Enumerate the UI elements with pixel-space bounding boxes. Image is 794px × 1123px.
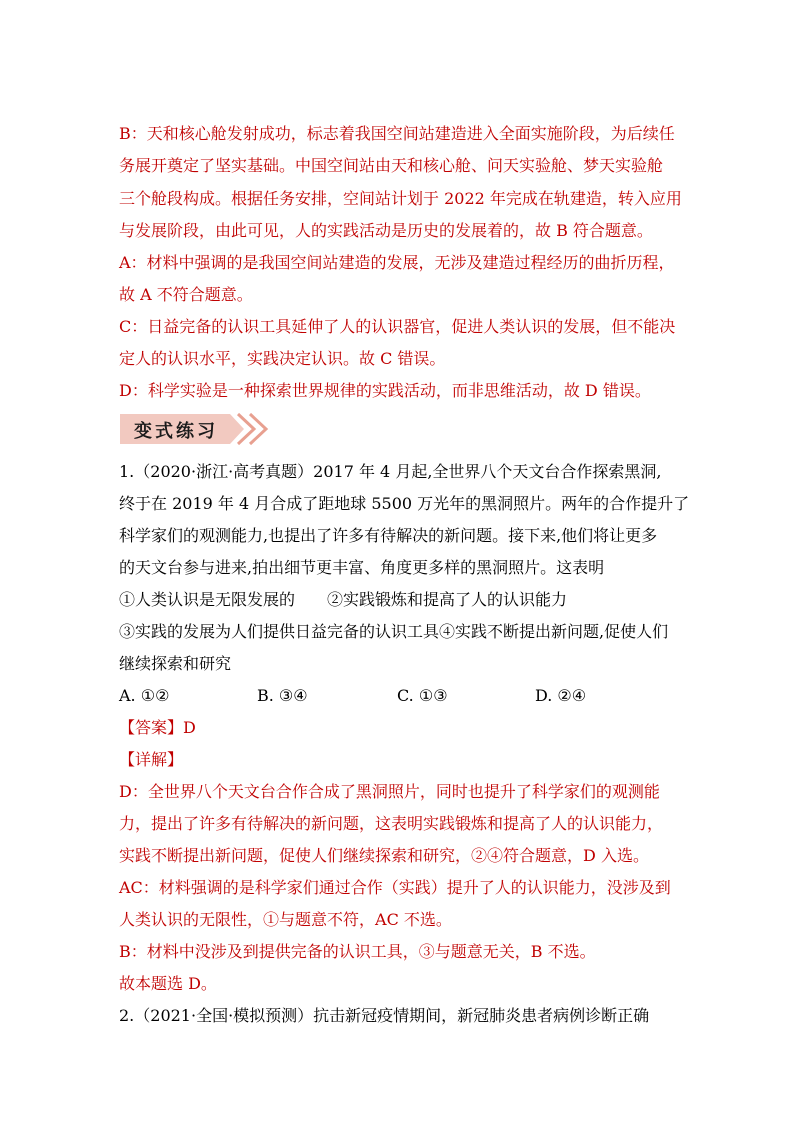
analysis-line: 定人的认识水平，实践决定认识。故 C 错误。 (119, 349, 446, 368)
q1-statement-line: ③实践的发展为人们提供日益完备的认识工具④实践不断提出新问题,促使人们 (119, 622, 669, 641)
detail-label: 【详解】 (119, 750, 184, 769)
detail-choice-ref: ③ (418, 942, 435, 961)
option-d: D. ②④ (535, 686, 587, 705)
analysis-line: 三个舱段构成。根据任务安排，空间站计划于 2022 年完成在轨建造，转入应用 (119, 189, 682, 208)
detail-choice-ref: ① (263, 910, 280, 929)
detail-line: AC：材料强调的是科学家们通过合作（实践）提升了人的认识能力，没涉及到 (119, 878, 671, 897)
detail-line (119, 942, 596, 962)
detail-line (119, 910, 452, 930)
q1-options (119, 686, 679, 706)
detail-text: 与题意不符，AC 不选。 (279, 910, 452, 929)
option-b: B. ③④ (257, 686, 308, 705)
q1-stem-line: 的天文台参与进来,拍出细节更丰富、角度更多样的黑洞照片。这表明 (119, 558, 605, 577)
analysis-line: C：日益完备的认识工具延伸了人的认识器官，促进人类认识的发展，但不能决 (119, 317, 676, 336)
q1-stem-line: 终于在 2019 年 4 月合成了距地球 5500 万光年的黑洞照片。两年的合作提升了 (119, 494, 690, 513)
detail-text: B：材料中没涉及到提供完备的认识工具， (119, 942, 419, 961)
detail-line: D：全世界八个天文台合作合成了黑洞照片，同时也提升了科学家们的观测能 (119, 782, 660, 801)
detail-choice-ref: ②④ (471, 846, 504, 865)
analysis-line: 务展开奠定了坚实基础。中国空间站由天和核心舱、问天实验舱、梦天实验舱 (119, 156, 664, 175)
section-banner (120, 412, 272, 446)
analysis-line: B：天和核心舱发射成功，标志着我国空间站建造进入全面实施阶段，为后续任 (119, 124, 675, 143)
analysis-line: D：科学实验是一种探索世界规律的实践活动，而非思维活动，故 D 错误。 (119, 381, 651, 400)
section-banner-title: 变式练习 (134, 421, 218, 442)
analysis-line: 与发展阶段，由此可见，人的实践活动是历史的发展着的，故 B 符合题意。 (119, 221, 653, 240)
detail-text: 符合题意，D 入选。 (503, 846, 649, 865)
answer-label: 【答案】 (119, 718, 184, 737)
detail-text: 与题意无关，B 不选。 (434, 942, 596, 961)
analysis-line: 故 A 不符合题意。 (119, 285, 253, 304)
detail-line (119, 846, 649, 866)
q1-statement-line: ①人类认识是无限发展的 ②实践锻炼和提高了人的认识能力 (119, 590, 568, 609)
q2-stem-line: 2.（2021·全国·模拟预测）抗击新冠疫情期间，新冠肺炎患者病例诊断正确 (119, 1006, 650, 1025)
detail-text: 人类认识的无限性， (119, 910, 264, 929)
option-c: C. ①③ (397, 686, 448, 705)
option-a: A. ①② (119, 686, 170, 705)
answer-value: D (183, 718, 196, 737)
detail-line: 力，提出了许多有待解决的新问题，这表明实践锻炼和提高了人的认识能力， (119, 814, 664, 833)
q1-stem-line: 1.（2020·浙江·高考真题）2017 年 4 月起,全世界八个天文台合作探索黑洞, (119, 462, 662, 481)
q1-stem-line: 科学家们的观测能力,也提出了许多有待解决的新问题。接下来,他们将让更多 (119, 526, 658, 545)
conclusion: 故本题选 D。 (119, 974, 217, 993)
q1-answer (119, 718, 196, 738)
detail-text: 实践不断提出新问题，促使人们继续探索和研究， (119, 846, 472, 865)
analysis-line: A：材料中强调的是我国空间站建造的发展，无涉及建造过程经历的曲折历程， (119, 253, 675, 272)
q1-statement-line: 继续探索和研究 (119, 654, 232, 673)
